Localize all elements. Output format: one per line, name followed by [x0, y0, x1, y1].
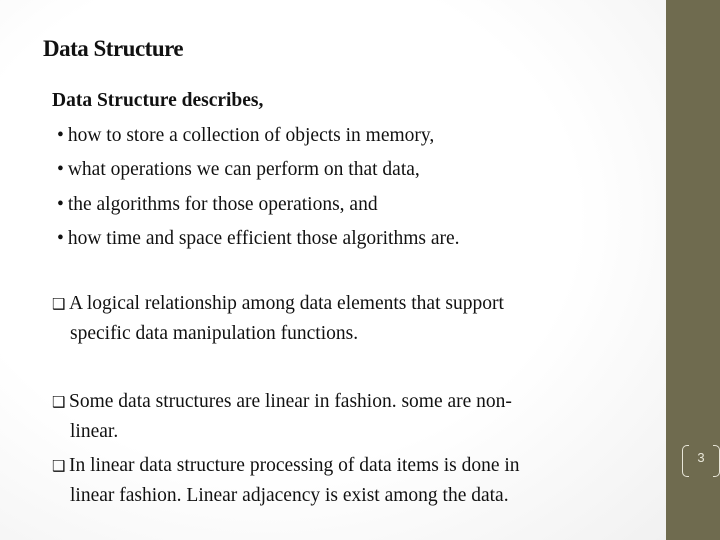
bullet-item: • how time and space efficient those algorithms are.: [57, 228, 460, 249]
bullet-dot-icon: •: [57, 159, 64, 180]
bullet-item: • how to store a collection of objects in memory,: [57, 124, 435, 146]
description-block: [52, 84, 652, 257]
q-point-linear-processing: ❑ In linear data structure processing of data items is done in linear fashion. Linear adjacency is exist among the data.: [52, 451, 642, 511]
slide-title: Data Structure: [43, 36, 184, 61]
page-number-badge: [682, 445, 720, 475]
bullet-dot-icon: •: [57, 193, 64, 215]
bullet-dot-icon: •: [57, 124, 64, 146]
page-number: 3: [697, 450, 705, 465]
bullet-dot-icon: •: [57, 228, 64, 249]
checkbox-bullet-icon: ❑: [52, 457, 66, 475]
intro-line: Data Structure describes,: [52, 90, 264, 111]
checkbox-bullet-icon: ❑: [52, 295, 66, 313]
q-point-linear-nonlinear: ❑ Some data structures are linear in fashion. some are non- linear.: [52, 387, 642, 447]
bullet-item: • what operations we can perform on that data,: [57, 159, 420, 180]
checkbox-bullet-icon: ❑: [52, 393, 66, 411]
q-point-logical-relationship: ❑ A logical relationship among data elements that support specific data manipulation functions.: [52, 289, 642, 349]
bullet-item: • the algorithms for those operations, and: [57, 193, 378, 215]
